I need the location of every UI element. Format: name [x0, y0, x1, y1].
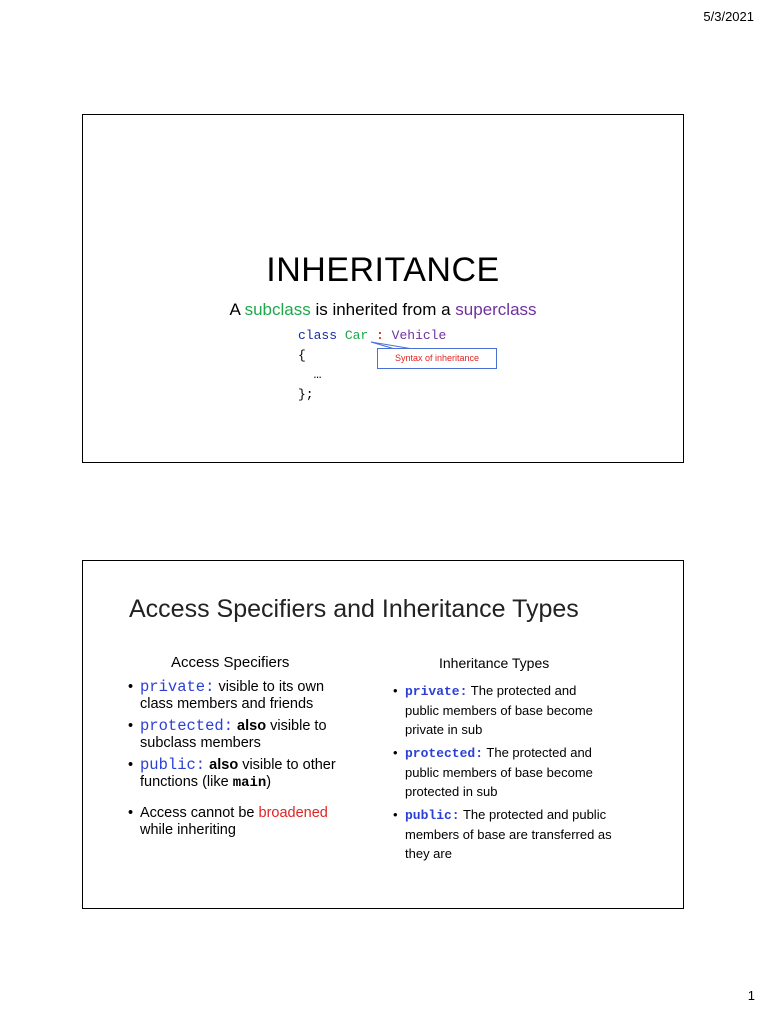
code-base-name: Vehicle [391, 328, 447, 343]
code-keyword-class: class [298, 328, 338, 343]
inheritance-types-heading: Inheritance Types [439, 655, 550, 671]
item-text: visible to subclass members [140, 718, 327, 751]
slide-access-specifiers [82, 560, 684, 909]
keyword-public: public: [405, 808, 460, 823]
code-class-name: Car [344, 328, 369, 343]
subtitle-a: A [229, 300, 245, 319]
list-item [393, 681, 613, 739]
slide-inheritance [82, 114, 684, 463]
note-text: Access cannot be [140, 805, 259, 821]
item-text: visible to its own class members and friends [140, 679, 325, 712]
note-text-tail: while inheriting [140, 822, 236, 838]
document-date: 5/3/2021 [703, 9, 754, 24]
list-item [393, 805, 613, 863]
inheritance-types-list [393, 681, 613, 867]
broadened-term: broadened [258, 805, 328, 821]
keyword-private: private: [405, 684, 468, 699]
code-brace-open: { [298, 347, 306, 363]
list-item [128, 679, 358, 713]
callout-pointer [83, 115, 685, 464]
item-text: The protected and public members of base become protected in sub [405, 745, 593, 799]
item-text: The protected and public members of base become private in sub [405, 683, 593, 737]
keyword-protected: protected: [405, 746, 484, 761]
emphasis-also: also [209, 757, 239, 773]
syntax-callout: Syntax of inheritance [377, 348, 497, 369]
code-brace-close: }; [298, 386, 314, 402]
keyword-protected: protected: [140, 717, 234, 735]
slide-title: Access Specifiers and Inheritance Types [129, 595, 579, 623]
emphasis-also: also [237, 718, 267, 734]
code-main: main [232, 775, 267, 791]
access-specifiers-list [128, 679, 358, 844]
item-text: visible to other functions (like [140, 757, 336, 790]
slide-title: INHERITANCE [266, 251, 500, 289]
list-item [128, 757, 358, 792]
code-colon: : [376, 328, 384, 343]
list-item [393, 743, 613, 801]
subclass-term: subclass [244, 300, 311, 319]
list-item [128, 718, 358, 752]
access-specifiers-heading: Access Specifiers [171, 654, 290, 671]
keyword-private: private: [140, 678, 215, 696]
superclass-term: superclass [455, 300, 537, 319]
code-ellipsis: … [313, 367, 322, 382]
item-text: The protected and public members of base are transferred as they are [405, 807, 612, 861]
page-number: 1 [747, 988, 755, 1003]
subtitle-mid: is inherited from a [310, 300, 456, 319]
item-text-tail: ) [266, 774, 272, 790]
list-item [128, 805, 358, 839]
keyword-public: public: [140, 756, 206, 774]
